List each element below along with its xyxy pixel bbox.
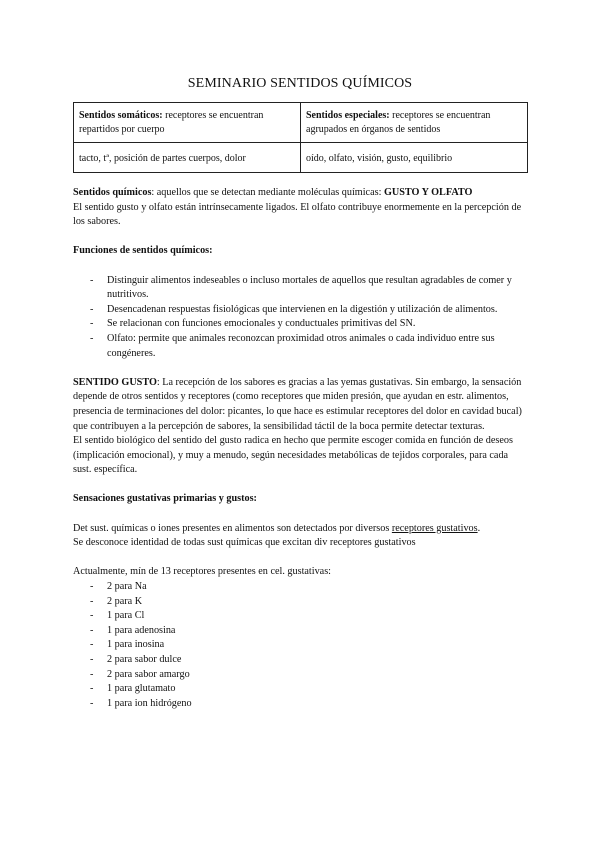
list-item: - Se relacionan con funciones emocionales y conductuales primitivas del SN. [73, 317, 528, 332]
sensaciones-text-end: . [477, 522, 481, 534]
intro-paragraph [73, 186, 528, 201]
especiales-text: receptores se encuentran agrupados en órganos de sentidos [306, 110, 491, 135]
sensaciones-paragraph [73, 522, 528, 537]
sensaciones-paragraph-2: Se desconoce identidad de todas sust químicas que excitan div receptores gustativos [73, 537, 416, 549]
gusto-label: SENTIDO GUSTO [73, 376, 157, 388]
intro-label: Sentidos químicos [73, 187, 152, 198]
sensaciones-text: Det sust. químicas o iones presentes en alimentos son detectados por diversos [73, 522, 392, 534]
senses-comparison-table [73, 102, 528, 173]
list-item: - 1 para inosina [73, 638, 528, 653]
gusto-paragraph [73, 376, 528, 434]
especiales-examples: oído, olfato, visión, gusto, equilibrio [301, 143, 528, 173]
funciones-heading [73, 244, 528, 259]
especiales-label: Sentidos especiales: [306, 110, 390, 121]
body-text [73, 186, 528, 711]
somaticos-examples: tacto, tª, posición de partes cuerpos, dolor [74, 143, 301, 173]
funciones-heading-text: Funciones de sentidos químicos: [73, 245, 213, 257]
intro-emph: GUSTO Y OLFATO [383, 187, 473, 198]
intro-text: : aquellos que se detectan mediante moléculas químicas: [151, 187, 384, 198]
table-cell-somaticos [74, 103, 301, 143]
table-row [74, 103, 528, 143]
list-item: - Desencadenan respuestas fisiológicas que intervienen en la digestión y utilización de alimentos. [73, 303, 528, 318]
table-row [74, 143, 528, 173]
receptores-list [73, 580, 528, 711]
list-item: - Distinguir alimentos indeseables o incluso mortales de aquellos que resultan agradables de comer y nutritivos. [73, 274, 528, 303]
sensaciones-heading [73, 492, 528, 507]
list-item: - 2 para sabor dulce [73, 653, 528, 668]
funciones-list [73, 274, 528, 362]
receptores-gustativos-link[interactable]: receptores gustativos [391, 522, 478, 534]
somaticos-text: receptores se encuentran repartidos por cuerpo [79, 110, 264, 135]
list-item: - Olfato: permite que animales reconozcan proximidad otros animales o cada individuo entre sus congéneres. [73, 332, 528, 361]
list-item: - 1 para ion hidrógeno [73, 697, 528, 712]
list-item: - 1 para adenosina [73, 624, 528, 639]
list-item: - 2 para sabor amargo [73, 668, 528, 683]
list-item: - 1 para glutamato [73, 682, 528, 697]
sensaciones-heading-text: Sensaciones gustativas primarias y gustos: [73, 493, 257, 505]
somaticos-label: Sentidos somáticos: [79, 110, 163, 121]
page-title: SEMINARIO SENTIDOS QUÍMICOS [187, 76, 413, 91]
list-item: - 2 para K [73, 595, 528, 610]
intro-paragraph-2: El sentido gusto y olfato están intrínsecamente ligados. El olfato contribuye enormemente en la percepción de los sabores. [73, 201, 522, 228]
gusto-text: : La recepción de los sabores es gracias a las yemas gustativas. Sin embargo, la sensación depende de otros sentidos y receptores (como receptores que miden presión, que ayudan en estr. alimentos, presencia de terminaciones del dolor: picantes, lo que hace es estimular receptores del dolor en cavidad bucal) que contribuyen a la percepción de sabores, la sensibilidad táctil de la boca permite detectar texturas. [73, 376, 522, 432]
list-item: - 2 para Na [73, 580, 528, 595]
list-item: - 1 para Cl [73, 609, 528, 624]
table-cell-especiales [301, 103, 528, 143]
gusto-paragraph-2: El sentido biológico del sentido del gusto radica en hecho que permite escoger comida en función de deseos (implicación emocional), y muy a menudo, según necesidades metabólicas de tejidos corporales, para cada sust. específica. [73, 435, 513, 476]
receptores-intro: Actualmente, mín de 13 receptores presentes en cel. gustativas: [73, 566, 331, 578]
